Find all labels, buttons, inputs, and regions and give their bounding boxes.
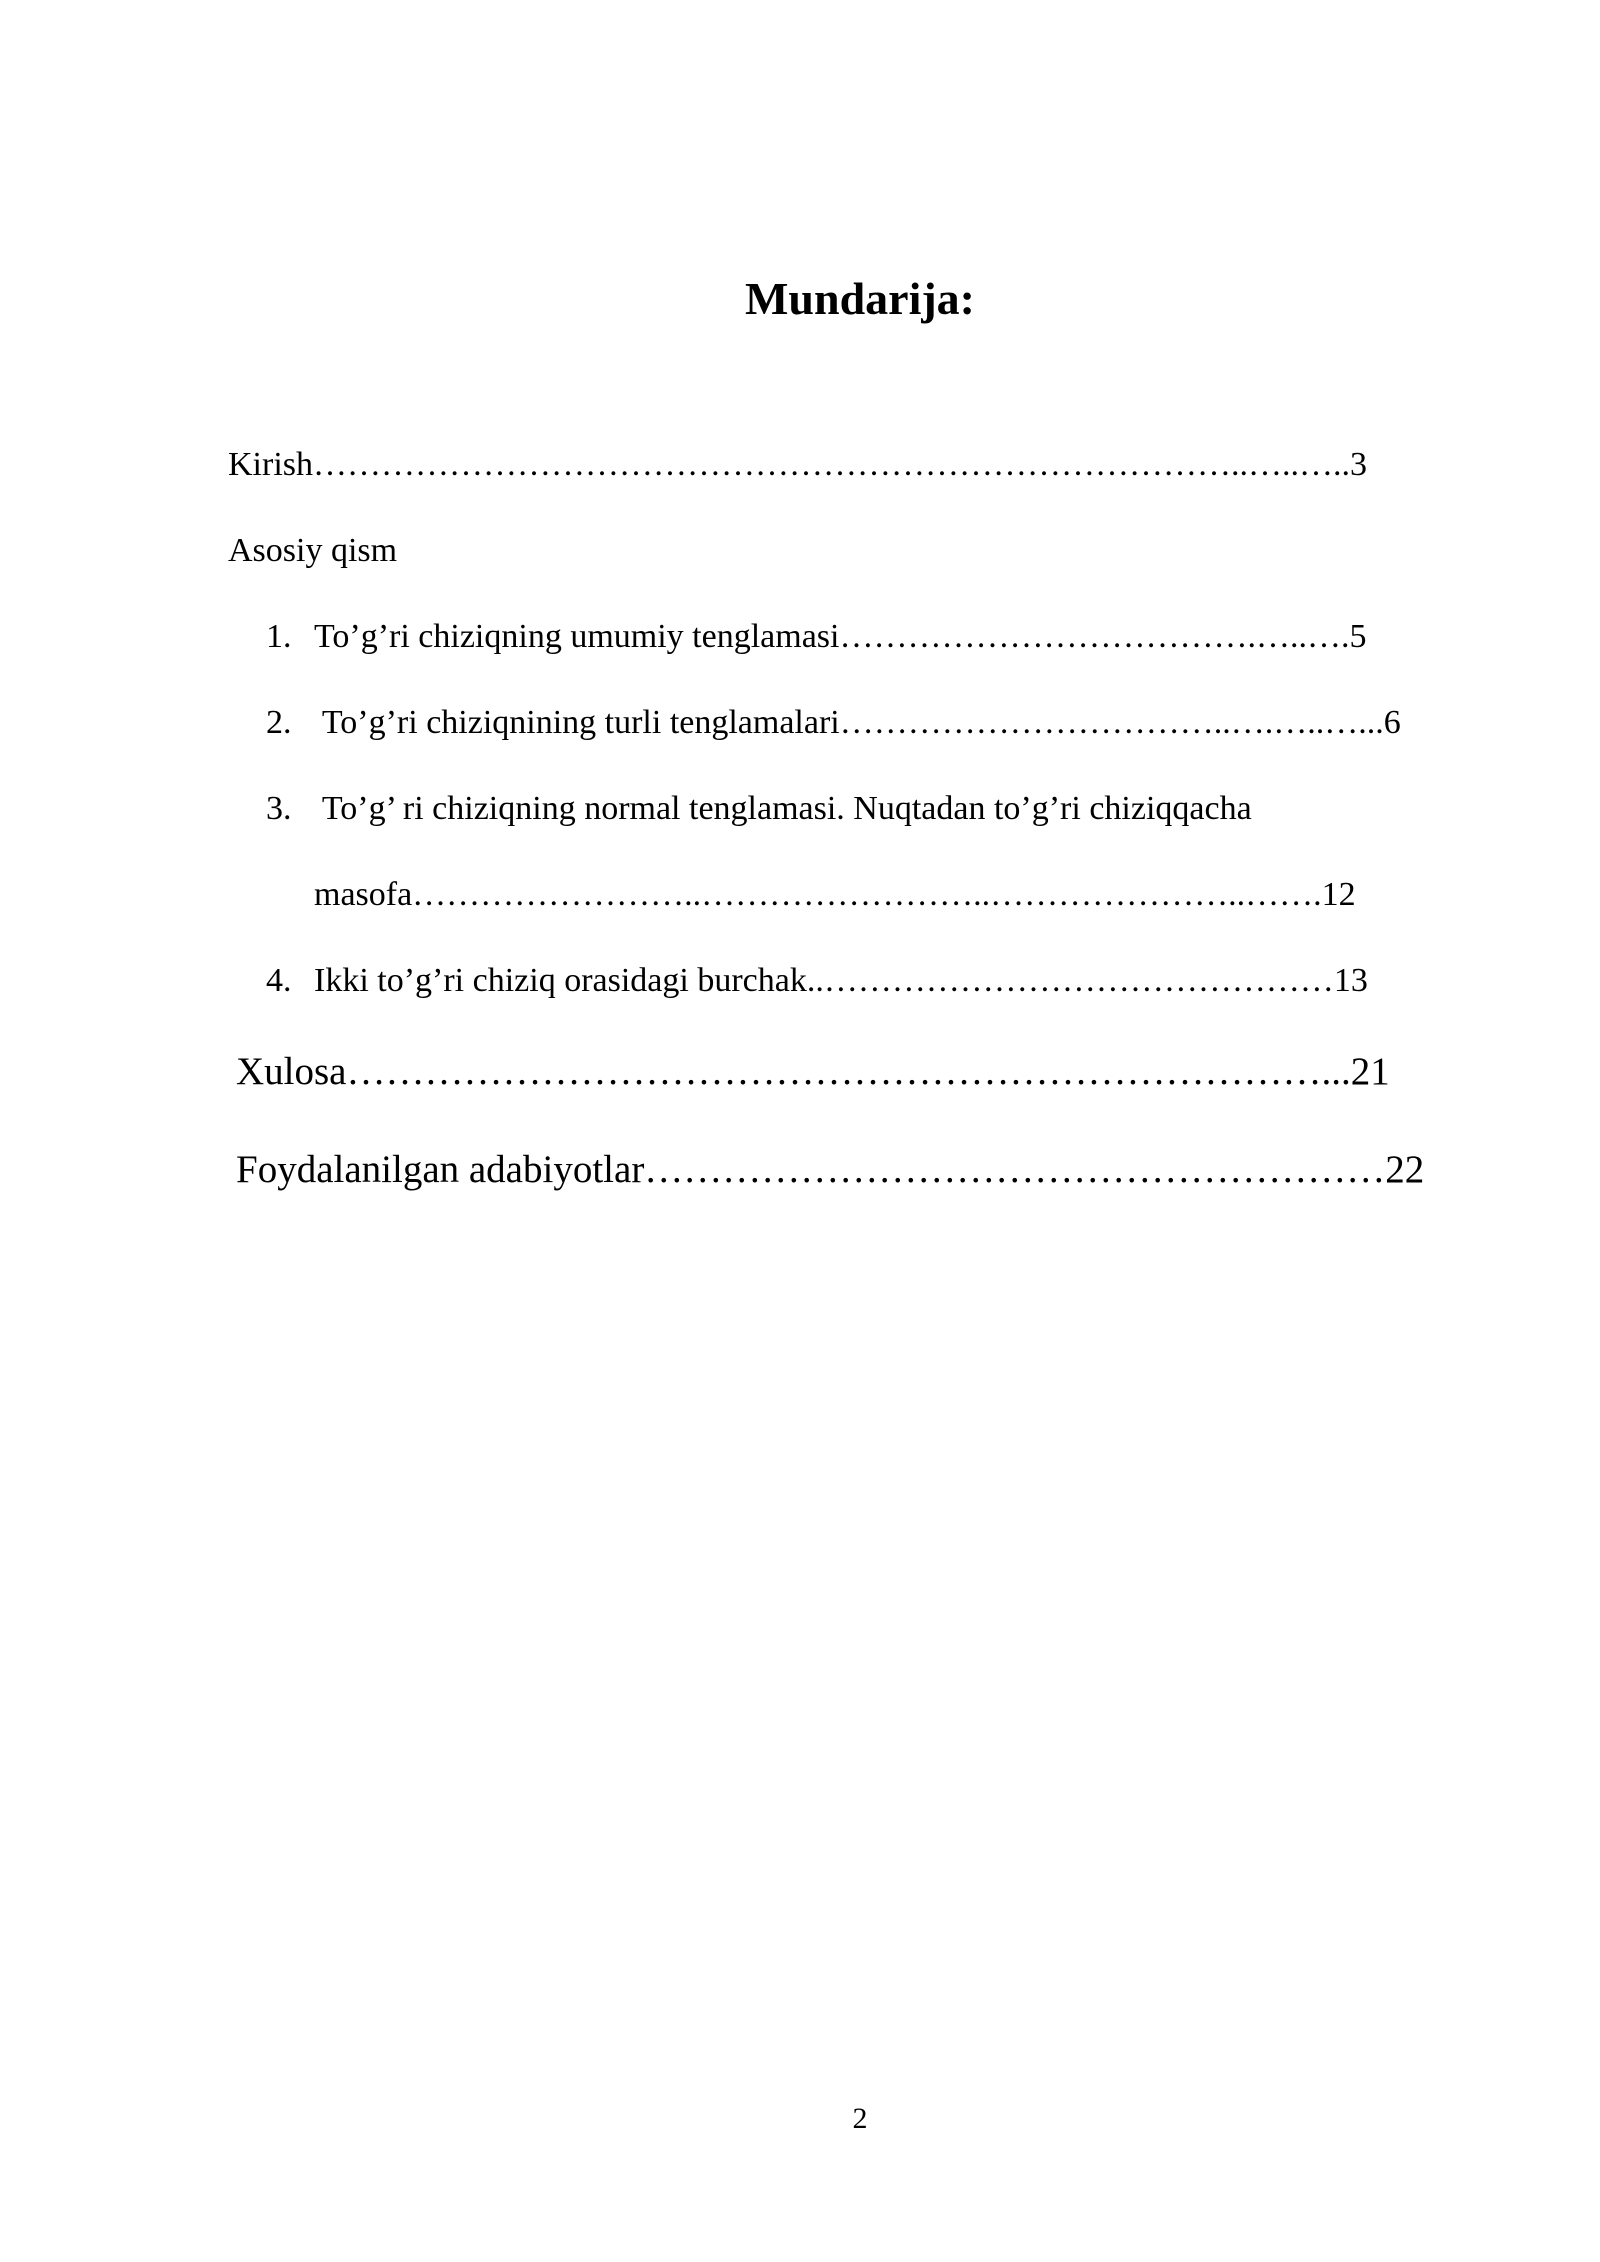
toc-entry-text: To’g’ ri chiziqning normal tenglamasi. Nuqtadan to’g’ri chiziqqacha bbox=[314, 790, 1252, 827]
toc-entry-text: To’g’ri chiziqnining turli tenglamalari……………………………..….…..…...6 bbox=[314, 704, 1401, 741]
toc-entry-text: Ikki to’g’ri chiziq orasidagi burchak..………………………………………13 bbox=[314, 962, 1368, 999]
page-title: Mundarija: bbox=[745, 273, 975, 324]
toc-entry-kirish[interactable]: Kirish………………………………………………………………………..…..…..3 bbox=[228, 446, 1367, 483]
toc-entry-number: 3. bbox=[266, 790, 292, 827]
toc-entry-foydalanilgan-adabiyotlar[interactable]: Foydalanilgan adabiyotlar…………………………………………………22 bbox=[236, 1148, 1425, 1191]
toc-entry-3-continuation[interactable]: masofa……………………..……………………..…………………..…….12 bbox=[314, 876, 1356, 913]
toc-entry-number: 2. bbox=[266, 704, 292, 741]
toc-entry-text: To’g’ri chiziqning umumiy tenglamasi……………………………….…..….5 bbox=[314, 618, 1367, 655]
page-number: 2 bbox=[852, 2102, 868, 2135]
toc-entry-4[interactable] bbox=[266, 964, 1368, 998]
toc-entry-number: 4. bbox=[266, 962, 292, 999]
toc-entry-1[interactable] bbox=[266, 620, 1366, 654]
toc-section-asosiy-qism: Asosiy qism bbox=[228, 532, 398, 569]
toc-entry-number: 1. bbox=[266, 618, 292, 655]
toc-entry-xulosa[interactable]: Xulosa…………………………………………………………………...21 bbox=[236, 1050, 1390, 1093]
toc-entry-2[interactable] bbox=[266, 706, 1401, 740]
toc-entry-3[interactable] bbox=[266, 792, 1252, 826]
